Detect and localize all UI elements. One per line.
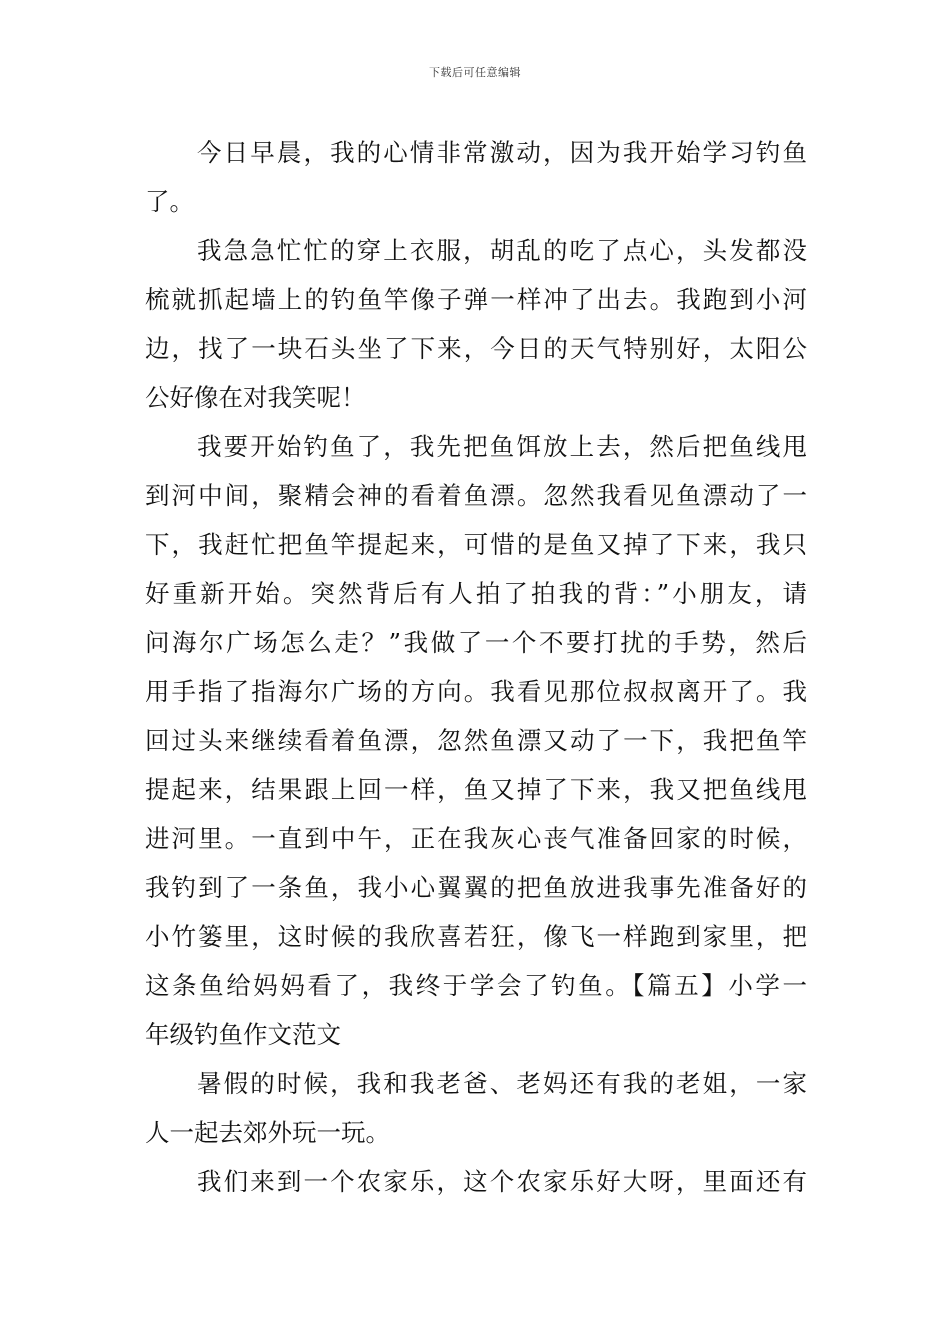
essay-line: 问海尔广场怎么走？”我做了一个不要打扰的手势，然后	[145, 628, 807, 657]
essay-line: 人一起去郊外玩一玩。	[145, 1118, 390, 1147]
essay-line: 这条鱼给妈妈看了，我终于学会了钓鱼。【篇五】小学一	[145, 971, 807, 1000]
essay-line: 边，找了一块石头坐了下来，今日的天气特别好，太阳公	[145, 334, 807, 363]
essay-line: 下，我赶忙把鱼竿提起来，可惜的是鱼又掉了下来，我只	[145, 530, 807, 559]
essay-line: 我们来到一个农家乐，这个农家乐好大呀，里面还有	[197, 1167, 807, 1196]
essay-line: 到河中间，聚精会神的看着鱼漂。忽然我看见鱼漂动了一	[145, 481, 807, 510]
essay-line: 好重新开始。突然背后有人拍了拍我的背：”小朋友，请	[145, 579, 807, 608]
essay-line: 今日早晨，我的心情非常激动，因为我开始学习钓鱼	[197, 138, 807, 167]
essay-line: 回过头来继续看着鱼漂，忽然鱼漂又动了一下，我把鱼竿	[145, 726, 807, 755]
essay-line: 小竹篓里，这时候的我欣喜若狂，像飞一样跑到家里，把	[145, 922, 807, 951]
essay-line: 我要开始钓鱼了，我先把鱼饵放上去，然后把鱼线甩	[197, 432, 807, 461]
essay-line: 年级钓鱼作文范文	[145, 1020, 341, 1049]
essay-line: 我钓到了一条鱼，我小心翼翼的把鱼放进我事先准备好的	[145, 873, 807, 902]
essay-line: 了。	[145, 187, 194, 216]
essay-line: 进河里。一直到中午，正在我灰心丧气准备回家的时候，	[145, 824, 807, 853]
essay-line: 暑假的时候，我和我老爸、老妈还有我的老姐，一家	[197, 1069, 807, 1098]
essay-line: 公好像在对我笑呢！	[145, 383, 366, 412]
page-header: 下载后可任意编辑	[429, 66, 521, 79]
essay-line: 用手指了指海尔广场的方向。我看见那位叔叔离开了。我	[145, 677, 807, 706]
essay-body	[145, 128, 807, 1206]
essay-line: 我急急忙忙的穿上衣服，胡乱的吃了点心，头发都没	[197, 236, 807, 265]
essay-line: 梳就抓起墙上的钓鱼竿像子弹一样冲了出去。我跑到小河	[145, 285, 807, 314]
essay-line: 提起来，结果跟上回一样，鱼又掉了下来，我又把鱼线甩	[145, 775, 807, 804]
